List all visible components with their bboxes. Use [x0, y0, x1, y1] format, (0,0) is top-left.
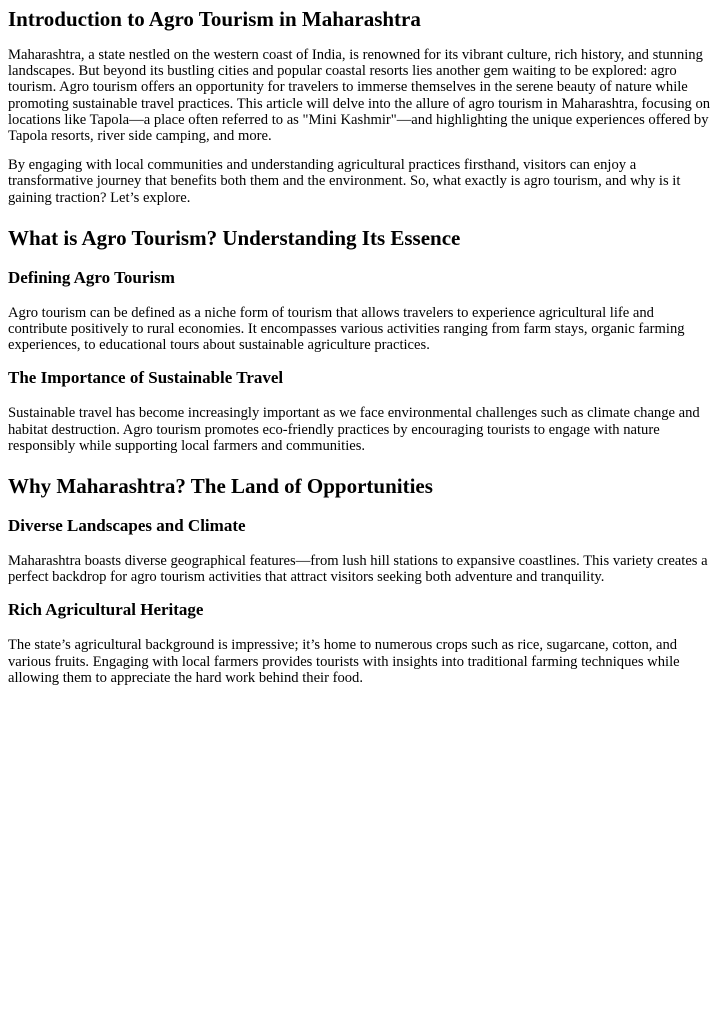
subsection-heading-agricultural-heritage: Rich Agricultural Heritage	[8, 600, 204, 620]
body-paragraph: Maharashtra boasts diverse geographical features—from lush hill stations to expansive coastlines. This variety creates a perfect backdrop for agro tourism activities that attract visitors seeking both adventure and tranquility.	[8, 553, 708, 586]
page-title: Introduction to Agro Tourism in Maharashtra	[8, 7, 421, 31]
body-paragraph: Sustainable travel has become increasingly important as we face environmental challenges such as climate change and habitat destruction. Agro tourism promotes eco-friendly practices by encouraging tourists to engage with nature responsibly while supporting local farmers and communities.	[8, 405, 700, 454]
body-paragraph: The state’s agricultural background is impressive; it’s home to numerous crops such as rice, sugarcane, cotton, and various fruits. Engaging with local farmers provides tourists with insights into traditional farming techniques while allowing them to appreciate the hard work behind their food.	[8, 637, 680, 686]
article	[0, 6, 720, 686]
subsection-heading-defining-agro-tourism: Defining Agro Tourism	[8, 267, 175, 287]
subsection-heading-sustainable-travel: The Importance of Sustainable Travel	[8, 368, 284, 388]
intro-paragraph: By engaging with local communities and understanding agricultural practices firsthand, visitors can enjoy a transformative journey that benefits both them and the environment. So, what exactly is agro tourism, and why is it gaining traction? Let’s explore.	[8, 157, 681, 206]
section-heading-what-is-agro-tourism: What is Agro Tourism? Understanding Its Essence	[8, 225, 461, 250]
body-paragraph: Agro tourism can be defined as a niche form of tourism that allows travelers to experience agricultural life and contribute positively to rural economies. It encompasses various activities ranging from farm stays, organic farming experiences, to educational tours about sustainable agriculture practices.	[8, 304, 685, 354]
intro-paragraph: Maharashtra, a state nestled on the western coast of India, is renowned for its vibrant culture, rich history, and stunning landscapes. But beyond its bustling cities and popular coastal resorts lies another gem waiting to be explored: agro tourism. Agro tourism offers an opportunity for travelers to immerse themselves in the serene beauty of nature while promoting sustainable travel practices. This article will delve into the allure of agro tourism in Maharashtra, focusing on locations like Tapola—a place often referred to as "Mini Kashmir"—and highlighting the unique experiences offered by Tapola resorts, river side camping, and more.	[8, 47, 711, 145]
subsection-heading-diverse-landscapes: Diverse Landscapes and Climate	[8, 516, 246, 536]
section-heading-why-maharashtra: Why Maharashtra? The Land of Opportunities	[8, 474, 433, 499]
